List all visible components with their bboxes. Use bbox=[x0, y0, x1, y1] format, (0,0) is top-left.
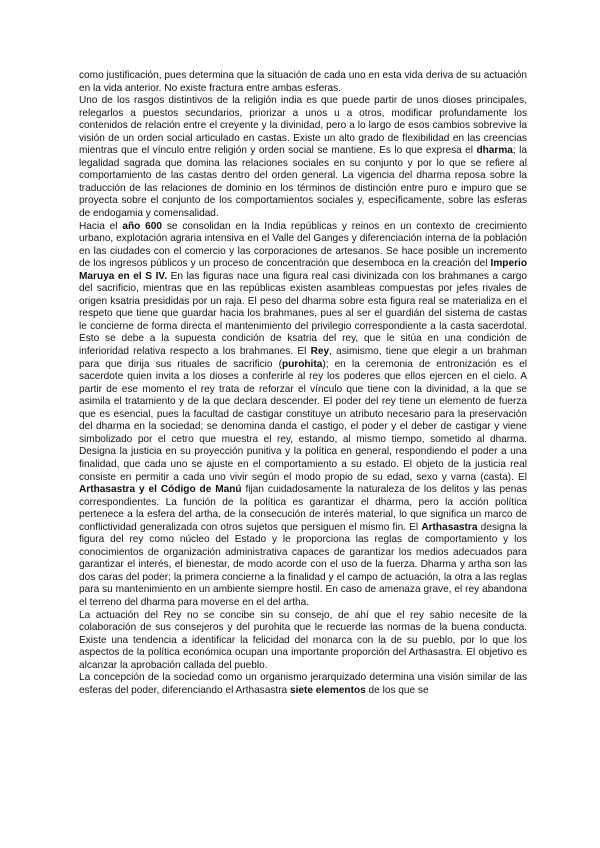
text-run: Hacia el bbox=[79, 220, 123, 232]
text-run: se consolidan en la India repúblicas y reinos en un contexto de crecimiento urbano, explotación agraria intensiva en el Valle del Ganges y diferenciación interna de la población en las ciudades con el comercio y las corporaciones de artesanos. Se hace posible un incremento de los ingresos públicos y un proceso de concentración que desemboca en la creación del bbox=[79, 220, 527, 270]
bold-term-arthasastra-manu: Arthasastra y el Código de Manú bbox=[79, 484, 242, 496]
paragraph-1 bbox=[79, 70, 527, 95]
text-run: designa la figura del rey como núcleo del Estado y le proporciona las reglas de comportamiento y los conocimientos de organización administrativa capaces de garantizar los medios adecuados para garantizar el interés, el bienestar, de modo acorde con el uso de la fuerza. Dharma y artha son las dos caras del poder; la primera concierne a la finalidad y el campo de actuación, la otra a las reglas para su mantenimiento en un ambiente siempre hostil. En caso de amenaza grave, el rey abandona el terreno del dharma para moverse en el del artha. bbox=[79, 521, 528, 608]
text-run: , asimismo, tiene que elegir a un brahman para que dirija sus rituales de sacrificio ( bbox=[79, 346, 527, 370]
text-run: como justificación, pues determina que la situación de cada uno en esta vida deriva de su actuación en la vida anterior. No existe fractura entre ambas esferas. bbox=[79, 70, 527, 94]
document-page bbox=[79, 70, 527, 697]
bold-term-siete-elementos: siete elementos bbox=[289, 684, 366, 696]
bold-term-empire: Imperio Maruya en el S IV. bbox=[79, 258, 527, 282]
bold-term-year: año 600 bbox=[122, 220, 163, 232]
text-run: de los que se bbox=[365, 684, 429, 696]
text-run: fijan cuidadosamente la naturaleza de los delitos y las penas correspondientes. La función de la política es garantizar el dharma, pero la acción política pertenece a la esfera del artha, de la consecución de interés material, lo que significa un marco de conflictividad generalizada con otros sujetos que persiguen el mismo fin. El bbox=[79, 484, 528, 533]
text-run: La actuación del Rey no se concibe sin su consejo, de ahí que el rey sabio necesite de la colaboración de sus consejeros y del purohita que le recuerde las normas de la buena conducta. Existe una tendencia a identificar la felicidad del monarca con la de su pueblo, por lo que los aspectos de la política económica ocupan una importante proporción del Arthasastra. El objetivo es alcanzar la aprobación callada del pueblo. bbox=[79, 609, 527, 671]
bold-term-rey: Rey bbox=[310, 346, 330, 358]
bold-term-dharma: dharma bbox=[476, 145, 513, 157]
paragraph-2 bbox=[79, 95, 527, 220]
paragraph-5 bbox=[79, 672, 527, 697]
text-run: ); en la ceremonia de entronización es el sacerdote quien invita a los dioses a conferirle al rey los poderes que ellos ejercen en el cielo. A partir de ese momento el rey trata de reforzar el vínculo que tiene con la divinidad, a la que se asimila el tratamiento y de la que declara descender. El poder del rey tiene un elemento de fuerza que es esencial, pues la facultad de castigar constituye un atributo necesario para la preservación del dharma en la sociedad; se denomina danda el castigo, el poder y el deber de castigar y viene simbolizado por el cetro que muestra el rey, estando, al mismo tiempo, sometido al dharma. Designa la justicia en su proyección punitiva y la política en general, respondiendo el poder a una finalidad, que cada uno se ajuste en el comportamiento a su estado. El objeto de la justicia real consiste en permitir a cada uno vivir según el modo propio de su edad, sexo y varna (casta). El bbox=[79, 358, 527, 483]
text-run: ; la legalidad sagrada que domina las relaciones sociales en su conjunto y por lo que se refiere al comportamiento de las castas dentro del orden general. La vigencia del dharma reposa sobre la traducción de las relaciones de dominio en los términos de distinción entre puro e impuro que se proyecta sobre el conjunto de los comportamientos sociales y, específicamente, sobre las esferas de endogamia y comensalidad. bbox=[79, 145, 527, 220]
text-run: La concepción de la sociedad como un organismo jerarquizado determina una visión similar de las esferas del poder, diferenciando el Arthasastra bbox=[79, 672, 527, 696]
text-run: Uno de los rasgos distintivos de la religión india es que puede partir de unos dioses principales, relegarlos a puestos secundarios, priorizar a unos u a otros, modificar profundamente los contenidos de relación entre el creyente y la divinidad, pero a lo largo de esos cambios sobrevive la visión de un orden social articulado en castas. Existe un alto grado de flexibilidad en las creencias mientras que el vínculo entre religión y orden social se mantiene. Es lo que expresa el bbox=[79, 95, 527, 157]
paragraph-3 bbox=[79, 221, 527, 610]
text-run: En las figuras nace una figura real casi divinizada con los brahmanes a cargo del sacrificio, mientras que en las repúblicas existen asambleas compuestas por jefes rivales de origen ksatria presididas por un raja. El peso del dharma sobre esta figura real se materializa en el respeto que tiene que guardar hacia los brahmanes, pues al ser el guardián del sistema de castas le concierne de forma directa el mantenimiento del privilegio correspondiente a la casta sacerdotal. Esto se debe a la supuesta condición de ksatria del rey, que le sitúa en una condición de inferioridad relativa respecto a los brahmanes. El bbox=[79, 270, 528, 358]
bold-term-purohita: purohita bbox=[281, 358, 323, 370]
paragraph-4 bbox=[79, 610, 527, 673]
bold-term-arthasastra: Arthasastra bbox=[421, 521, 478, 533]
